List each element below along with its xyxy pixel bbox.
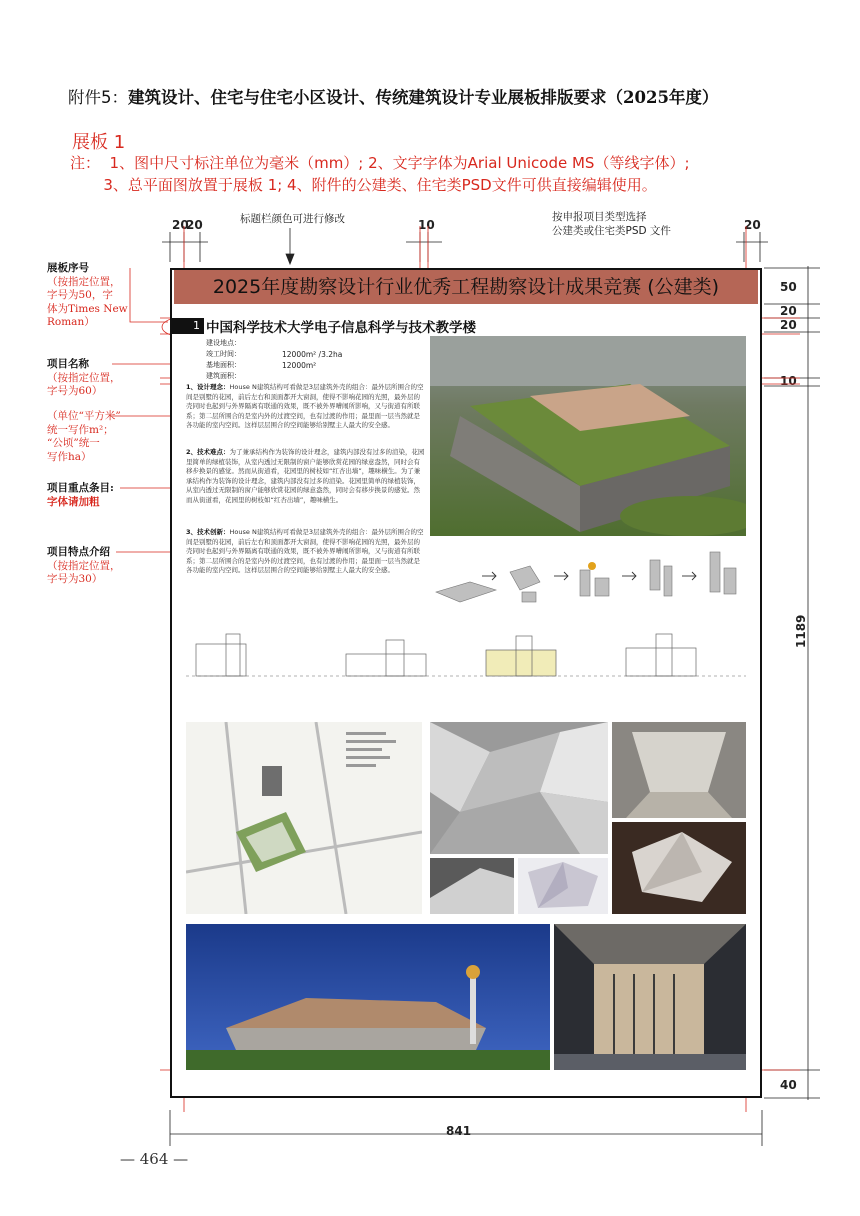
dim-r-20a: 20	[780, 304, 797, 318]
folded-ceiling-photo	[430, 722, 608, 854]
annotation-board-number-title: 展板序号	[47, 262, 89, 274]
annotation-key-items-title: 项目重点条目:	[47, 482, 114, 494]
project-info-labels: 建设地点： 竣工时间： 基地面积： 建筑面积：	[206, 339, 241, 380]
project-number: 1	[172, 318, 204, 334]
aerial-photo	[430, 336, 746, 536]
section-head: 1、设计理念：	[186, 383, 230, 391]
annotation-features-title: 项目特点介绍	[47, 546, 110, 558]
dim-r-10: 10	[780, 374, 797, 388]
detail-photo-2	[518, 858, 608, 914]
dim-mid-10: 10	[418, 218, 435, 232]
concept-diagrams	[430, 542, 746, 612]
annotation-features-body: （按指定位置， 字号为30）	[47, 559, 121, 585]
annotation-board-number	[47, 262, 128, 330]
dim-r-1189: 1189	[794, 614, 808, 648]
dim-left-20b: 20	[186, 218, 203, 232]
section-body: House N建筑结构可看做是3层建筑外壳的组合：最外层所围合的空间是别墅的花园，前后左右和顶面都开大窗洞，使得不影响花园的光照，最外层的壳同时也起到与外界隔离有联通的效果，既不被外界嘈闹所影响，又与街道有所联系；第二层所围合的是室内外的过渡空间，也有过渡的作用；最里面一层当然就是各功能的室内空间。这样层层围合的空间能够给别墅主人最大的安全感。	[186, 528, 424, 575]
dim-right-20: 20	[744, 218, 761, 232]
project-info-values: 12000m² /3.2ha 12000m²	[282, 350, 343, 370]
page-number: — 464 —	[120, 1150, 189, 1168]
dim-bottom-841: 841	[446, 1124, 472, 1138]
note-line-2: 3、总平面图放置于展板 1; 4、附件的公建类、住宅类PSD文件可供直接编辑使用。	[70, 176, 657, 194]
attachment-title: 建筑设计、住宅与住宅小区设计、传统建筑设计专业展板排版要求（2025年度）	[128, 88, 719, 107]
dim-left-20a: 20	[172, 218, 189, 232]
color-note: 标题栏颜色可进行修改	[240, 213, 345, 225]
project-name: 中国科学技术大学电子信息科学与技术教学楼	[206, 320, 476, 336]
dim-r-40: 40	[780, 1078, 797, 1092]
section-design-concept	[186, 383, 426, 431]
elevation-sections	[186, 630, 746, 690]
section-head: 2、技术难点：	[186, 448, 230, 456]
annotation-units: （单位“平方米” 统一写作m²； “公顷”统一 写作ha）	[47, 410, 121, 463]
dim-r-20b: 20	[780, 318, 797, 332]
section-body: House N建筑结构可看做是3层建筑外壳的组合：最外层所围合的空间是别墅的花园，前后左右和顶面都开大窗洞，使得不影响花园的光照，最外层的壳同时也起到与外界隔离有联通的效果，既不被外界嘈闹所影响，又与街道有所联系；第二层所围合的是室内外的过渡空间，也有过渡的作用；最里面一层当然就是各功能的室内空间。这样层层围合的空间能够给别墅主人最大的安全感。	[186, 383, 424, 430]
board-title-bar: 2025年度勘察设计行业优秀工程勘察设计成果竞赛 (公建类)	[174, 270, 758, 304]
section-head: 3、技术创新：	[186, 528, 230, 536]
section-tech-innovation	[186, 528, 426, 576]
dim-r-50: 50	[780, 280, 797, 294]
annotation-key-items	[47, 482, 114, 509]
type-note: 按申报项目类型选择 公建类或住宅类PSD 文件	[552, 211, 671, 237]
annotation-key-items-bold: 字体请加粗	[47, 495, 100, 508]
annotation-project-name-title: 项目名称	[47, 358, 89, 370]
section-tech-difficulty	[186, 448, 426, 506]
detail-photo-1	[430, 858, 514, 914]
entrance-photo	[554, 924, 746, 1070]
section-body: 为了兼承结构作为装饰的设计理念，建筑内部没有过多的渲染，花园里简单的绿植装饰，从室内透过无限制的窗户能够欣赏花园的绿意盎然，同时会有移步换景的感觉。然而从街道看，花园里的树枝如“红杏出墙”，趣味横生。为了兼承结构作为装饰的设计理念，建筑内部没有过多的渲染。花园里简单的绿植装饰，从室内透过无限制的窗户能够欣赏花园的绿意盎然，同时会有移步换景的感觉。然而从街道看，花园里的树枝如“红杏出墙”，趣味横生。	[186, 448, 425, 504]
board-label: 展板 1	[72, 132, 126, 153]
annotation-features	[47, 546, 121, 587]
site-plan	[186, 722, 422, 914]
interior-hall-photo	[612, 722, 746, 818]
folded-model-photo	[612, 822, 746, 914]
annotation-board-number-body: （按指定位置， 字号为50，字 体为Times New Roman）	[47, 275, 128, 328]
annotation-project-name-body: （按指定位置， 字号为60）	[47, 371, 121, 397]
attachment-label: 附件5：	[68, 88, 128, 107]
note-line-1: 注： 1、图中尺寸标注单位为毫米（mm）; 2、文字字体为Arial Unicode MS（等线字体）;	[70, 154, 690, 172]
exterior-photo	[186, 924, 550, 1070]
annotation-project-name	[47, 358, 121, 399]
